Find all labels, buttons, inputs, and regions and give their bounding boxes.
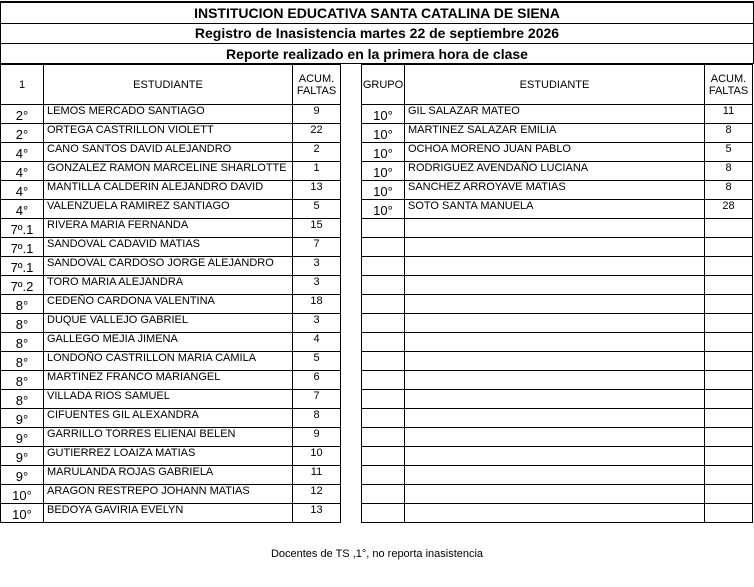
group-cell: 8° xyxy=(1,371,44,390)
absences-header xyxy=(705,65,753,105)
group-cell xyxy=(362,238,405,257)
absences-cell: 2 xyxy=(293,143,341,162)
student-name-cell: SOTO SANTA MANUELA xyxy=(405,200,705,219)
table-row xyxy=(1,238,341,257)
group-cell: 9° xyxy=(1,466,44,485)
absences-cell xyxy=(705,409,753,428)
absences-cell xyxy=(705,238,753,257)
absences-cell xyxy=(705,314,753,333)
absences-cell: 3 xyxy=(293,257,341,276)
group-cell xyxy=(362,257,405,276)
table-row xyxy=(362,238,753,257)
student-name-cell: LEMOS MERCADO SANTIAGO xyxy=(44,105,293,124)
table-row xyxy=(1,276,341,295)
absences-cell: 4 xyxy=(293,333,341,352)
group-cell xyxy=(362,219,405,238)
table-row xyxy=(1,162,341,181)
student-name-cell: CANO SANTOS DAVID ALEJANDRO xyxy=(44,143,293,162)
absences-cell: 3 xyxy=(293,314,341,333)
absences-cell xyxy=(705,466,753,485)
table-row xyxy=(1,371,341,390)
student-name-cell: BEDOYA GAVIRIA EVELYN xyxy=(44,504,293,523)
report-subtitle: Reporte realizado en la primera hora de clase xyxy=(0,44,754,64)
student-name-cell: GALLEGO MEJIA JIMENA xyxy=(44,333,293,352)
table-row xyxy=(362,219,753,238)
group-cell xyxy=(362,390,405,409)
group-cell: 8° xyxy=(1,333,44,352)
student-name-cell: GARRILLO TORRES ELIENAI BELEN xyxy=(44,428,293,447)
absences-cell: 13 xyxy=(293,181,341,200)
group-cell xyxy=(362,276,405,295)
student-name-cell: MARTINEZ FRANCO MARIANGEL xyxy=(44,371,293,390)
group-cell: 7º.2 xyxy=(1,276,44,295)
absences-header-line1: ACUM. xyxy=(710,72,747,85)
student-name-cell: GIL SALAZAR MATEO xyxy=(405,105,705,124)
absences-cell xyxy=(705,447,753,466)
table-row xyxy=(1,219,341,238)
absences-cell: 6 xyxy=(293,371,341,390)
student-name-cell: GUTIERREZ LOAIZA MATIAS xyxy=(44,447,293,466)
student-name-cell xyxy=(405,333,705,352)
absences-cell xyxy=(705,295,753,314)
table-row xyxy=(1,333,341,352)
absences-cell: 5 xyxy=(293,200,341,219)
group-cell: 2° xyxy=(1,124,44,143)
group-cell: 10° xyxy=(362,143,405,162)
table-row xyxy=(362,504,753,523)
student-name-cell: GONZALEZ RAMON MARCELINE SHARLOTTE xyxy=(44,162,293,181)
student-name-cell: ARAGON RESTREPO JOHANN MATIAS xyxy=(44,485,293,504)
absences-cell: 5 xyxy=(705,143,753,162)
group-cell: 9° xyxy=(1,409,44,428)
group-cell: 9° xyxy=(1,447,44,466)
absences-cell: 9 xyxy=(293,428,341,447)
student-name-cell xyxy=(405,219,705,238)
group-cell xyxy=(362,295,405,314)
absences-cell xyxy=(705,333,753,352)
group-cell: 4° xyxy=(1,181,44,200)
group-cell xyxy=(362,504,405,523)
student-name-cell xyxy=(405,409,705,428)
student-name-cell: SANDOVAL CADAVID MATIAS xyxy=(44,238,293,257)
student-name-cell xyxy=(405,238,705,257)
absences-cell: 22 xyxy=(293,124,341,143)
student-name-cell: LONDOÑO CASTRILLON MARIA CAMILA xyxy=(44,352,293,371)
table-row xyxy=(1,257,341,276)
absences-cell: 9 xyxy=(293,105,341,124)
group-cell: 4° xyxy=(1,143,44,162)
student-name-cell xyxy=(405,314,705,333)
student-name-cell: ORTEGA CASTRILLON VIOLETT xyxy=(44,124,293,143)
group-cell: 8° xyxy=(1,352,44,371)
group-cell: 10° xyxy=(1,504,44,523)
table-row xyxy=(362,276,753,295)
table-row xyxy=(362,466,753,485)
table-row xyxy=(1,466,341,485)
student-name-cell: TORO MARIA ALEJANDRA xyxy=(44,276,293,295)
student-name-cell xyxy=(405,390,705,409)
absences-header xyxy=(293,65,341,105)
absences-cell: 8 xyxy=(705,162,753,181)
student-name-cell xyxy=(405,371,705,390)
student-name-cell xyxy=(405,428,705,447)
student-name-cell: DUQUE VALLEJO GABRIEL xyxy=(44,314,293,333)
absences-cell: 5 xyxy=(293,352,341,371)
student-name-cell: MARULANDA ROJAS GABRIELA xyxy=(44,466,293,485)
table-row xyxy=(1,352,341,371)
absences-cell: 28 xyxy=(705,200,753,219)
table-row xyxy=(362,257,753,276)
group-cell xyxy=(362,409,405,428)
group-cell xyxy=(362,466,405,485)
absences-cell: 8 xyxy=(705,181,753,200)
group-cell: 8° xyxy=(1,390,44,409)
group-cell: 9° xyxy=(1,428,44,447)
student-name-cell: CEDEÑO CARDONA VALENTINA xyxy=(44,295,293,314)
group-cell: 4° xyxy=(1,200,44,219)
absences-cell: 18 xyxy=(293,295,341,314)
table-row xyxy=(362,162,753,181)
table-row xyxy=(1,200,341,219)
absences-cell: 12 xyxy=(293,485,341,504)
table-row xyxy=(1,409,341,428)
table-row xyxy=(362,485,753,504)
student-name-cell xyxy=(405,466,705,485)
absences-cell: 10 xyxy=(293,447,341,466)
table-row xyxy=(1,295,341,314)
group-cell: 10° xyxy=(362,181,405,200)
table-row xyxy=(1,314,341,333)
table-row xyxy=(1,428,341,447)
student-name-cell xyxy=(405,257,705,276)
group-cell: 10° xyxy=(362,162,405,181)
group-cell xyxy=(362,447,405,466)
table-header-row xyxy=(362,65,753,105)
table-row xyxy=(362,124,753,143)
absences-cell xyxy=(705,257,753,276)
absences-cell xyxy=(705,390,753,409)
absences-cell: 3 xyxy=(293,276,341,295)
group-cell: 2° xyxy=(1,105,44,124)
group-cell: 7º.1 xyxy=(1,257,44,276)
school-title: INSTITUCION EDUCATIVA SANTA CATALINA DE SIENA xyxy=(0,1,754,24)
group-cell xyxy=(362,314,405,333)
table-row xyxy=(1,390,341,409)
table-row xyxy=(362,181,753,200)
student-name-cell: RODRIGUEZ AVENDAÑO LUCIANA xyxy=(405,162,705,181)
table-row xyxy=(362,143,753,162)
group-cell: 10° xyxy=(362,105,405,124)
absences-cell: 8 xyxy=(705,124,753,143)
student-name-cell xyxy=(405,352,705,371)
student-name-cell: VALENZUELA RAMIREZ SANTIAGO xyxy=(44,200,293,219)
group-cell: 8° xyxy=(1,314,44,333)
table-row xyxy=(362,352,753,371)
group-header: GRUPO xyxy=(362,65,405,105)
absences-cell: 7 xyxy=(293,390,341,409)
group-cell xyxy=(362,428,405,447)
absences-cell: 15 xyxy=(293,219,341,238)
absences-header-line2: FALTAS xyxy=(708,84,749,97)
table-row xyxy=(362,447,753,466)
student-header: ESTUDIANTE xyxy=(44,65,293,105)
absences-cell xyxy=(705,428,753,447)
absences-header-line1: ACUM. xyxy=(298,72,335,85)
group-cell: 10° xyxy=(362,200,405,219)
absences-cell: 8 xyxy=(293,409,341,428)
student-name-cell xyxy=(405,295,705,314)
absences-cell xyxy=(705,504,753,523)
absences-cell: 13 xyxy=(293,504,341,523)
table-row xyxy=(1,181,341,200)
table-row xyxy=(362,333,753,352)
student-name-cell: MANTILLA CALDERIN ALEJANDRO DAVID xyxy=(44,181,293,200)
table-row xyxy=(362,390,753,409)
absences-cell xyxy=(705,352,753,371)
footer-note: Docentes de TS ,1°, no reporta inasistencia xyxy=(270,548,484,560)
right-attendance-table xyxy=(361,64,753,523)
table-row xyxy=(362,200,753,219)
student-name-cell: MARTINEZ SALAZAR EMILIA xyxy=(405,124,705,143)
student-name-cell: RIVERA MARIA FERNANDA xyxy=(44,219,293,238)
table-row xyxy=(362,371,753,390)
group-cell: 4° xyxy=(1,162,44,181)
table-row xyxy=(1,143,341,162)
table-header-row xyxy=(1,65,341,105)
table-row xyxy=(362,428,753,447)
table-row xyxy=(362,409,753,428)
absences-cell: 11 xyxy=(293,466,341,485)
group-cell xyxy=(362,371,405,390)
group-cell: 10° xyxy=(1,485,44,504)
student-name-cell: CIFUENTES GIL ALEXANDRA xyxy=(44,409,293,428)
report-title: Registro de Inasistencia martes 22 de septiembre 2026 xyxy=(0,23,754,44)
group-cell xyxy=(362,352,405,371)
student-header: ESTUDIANTE xyxy=(405,65,705,105)
group-cell: 7º.1 xyxy=(1,238,44,257)
group-cell: 8° xyxy=(1,295,44,314)
table-row xyxy=(362,105,753,124)
left-attendance-table xyxy=(0,64,341,523)
student-name-cell: SANDOVAL CARDOSO JORGE ALEJANDRO xyxy=(44,257,293,276)
absences-cell xyxy=(705,371,753,390)
student-name-cell: OCHOA MORENO JUAN PABLO xyxy=(405,143,705,162)
table-row xyxy=(362,314,753,333)
group-cell: 7º.1 xyxy=(1,219,44,238)
absences-cell xyxy=(705,219,753,238)
table-row xyxy=(1,504,341,523)
table-row xyxy=(1,485,341,504)
student-name-cell xyxy=(405,276,705,295)
group-cell xyxy=(362,333,405,352)
table-row xyxy=(1,447,341,466)
absences-cell: 11 xyxy=(705,105,753,124)
student-name-cell xyxy=(405,447,705,466)
group-cell: 10° xyxy=(362,124,405,143)
table-row xyxy=(362,295,753,314)
student-name-cell: VILLADA RIOS SAMUEL xyxy=(44,390,293,409)
group-cell xyxy=(362,485,405,504)
table-row xyxy=(1,105,341,124)
absences-cell xyxy=(705,485,753,504)
absences-cell: 7 xyxy=(293,238,341,257)
absences-cell: 1 xyxy=(293,162,341,181)
absences-cell xyxy=(705,276,753,295)
group-header: 1 xyxy=(1,65,44,105)
table-row xyxy=(1,124,341,143)
absences-header-line2: FALTAS xyxy=(296,84,337,97)
student-name-cell xyxy=(405,485,705,504)
student-name-cell: SANCHEZ ARROYAVE MATIAS xyxy=(405,181,705,200)
student-name-cell xyxy=(405,504,705,523)
